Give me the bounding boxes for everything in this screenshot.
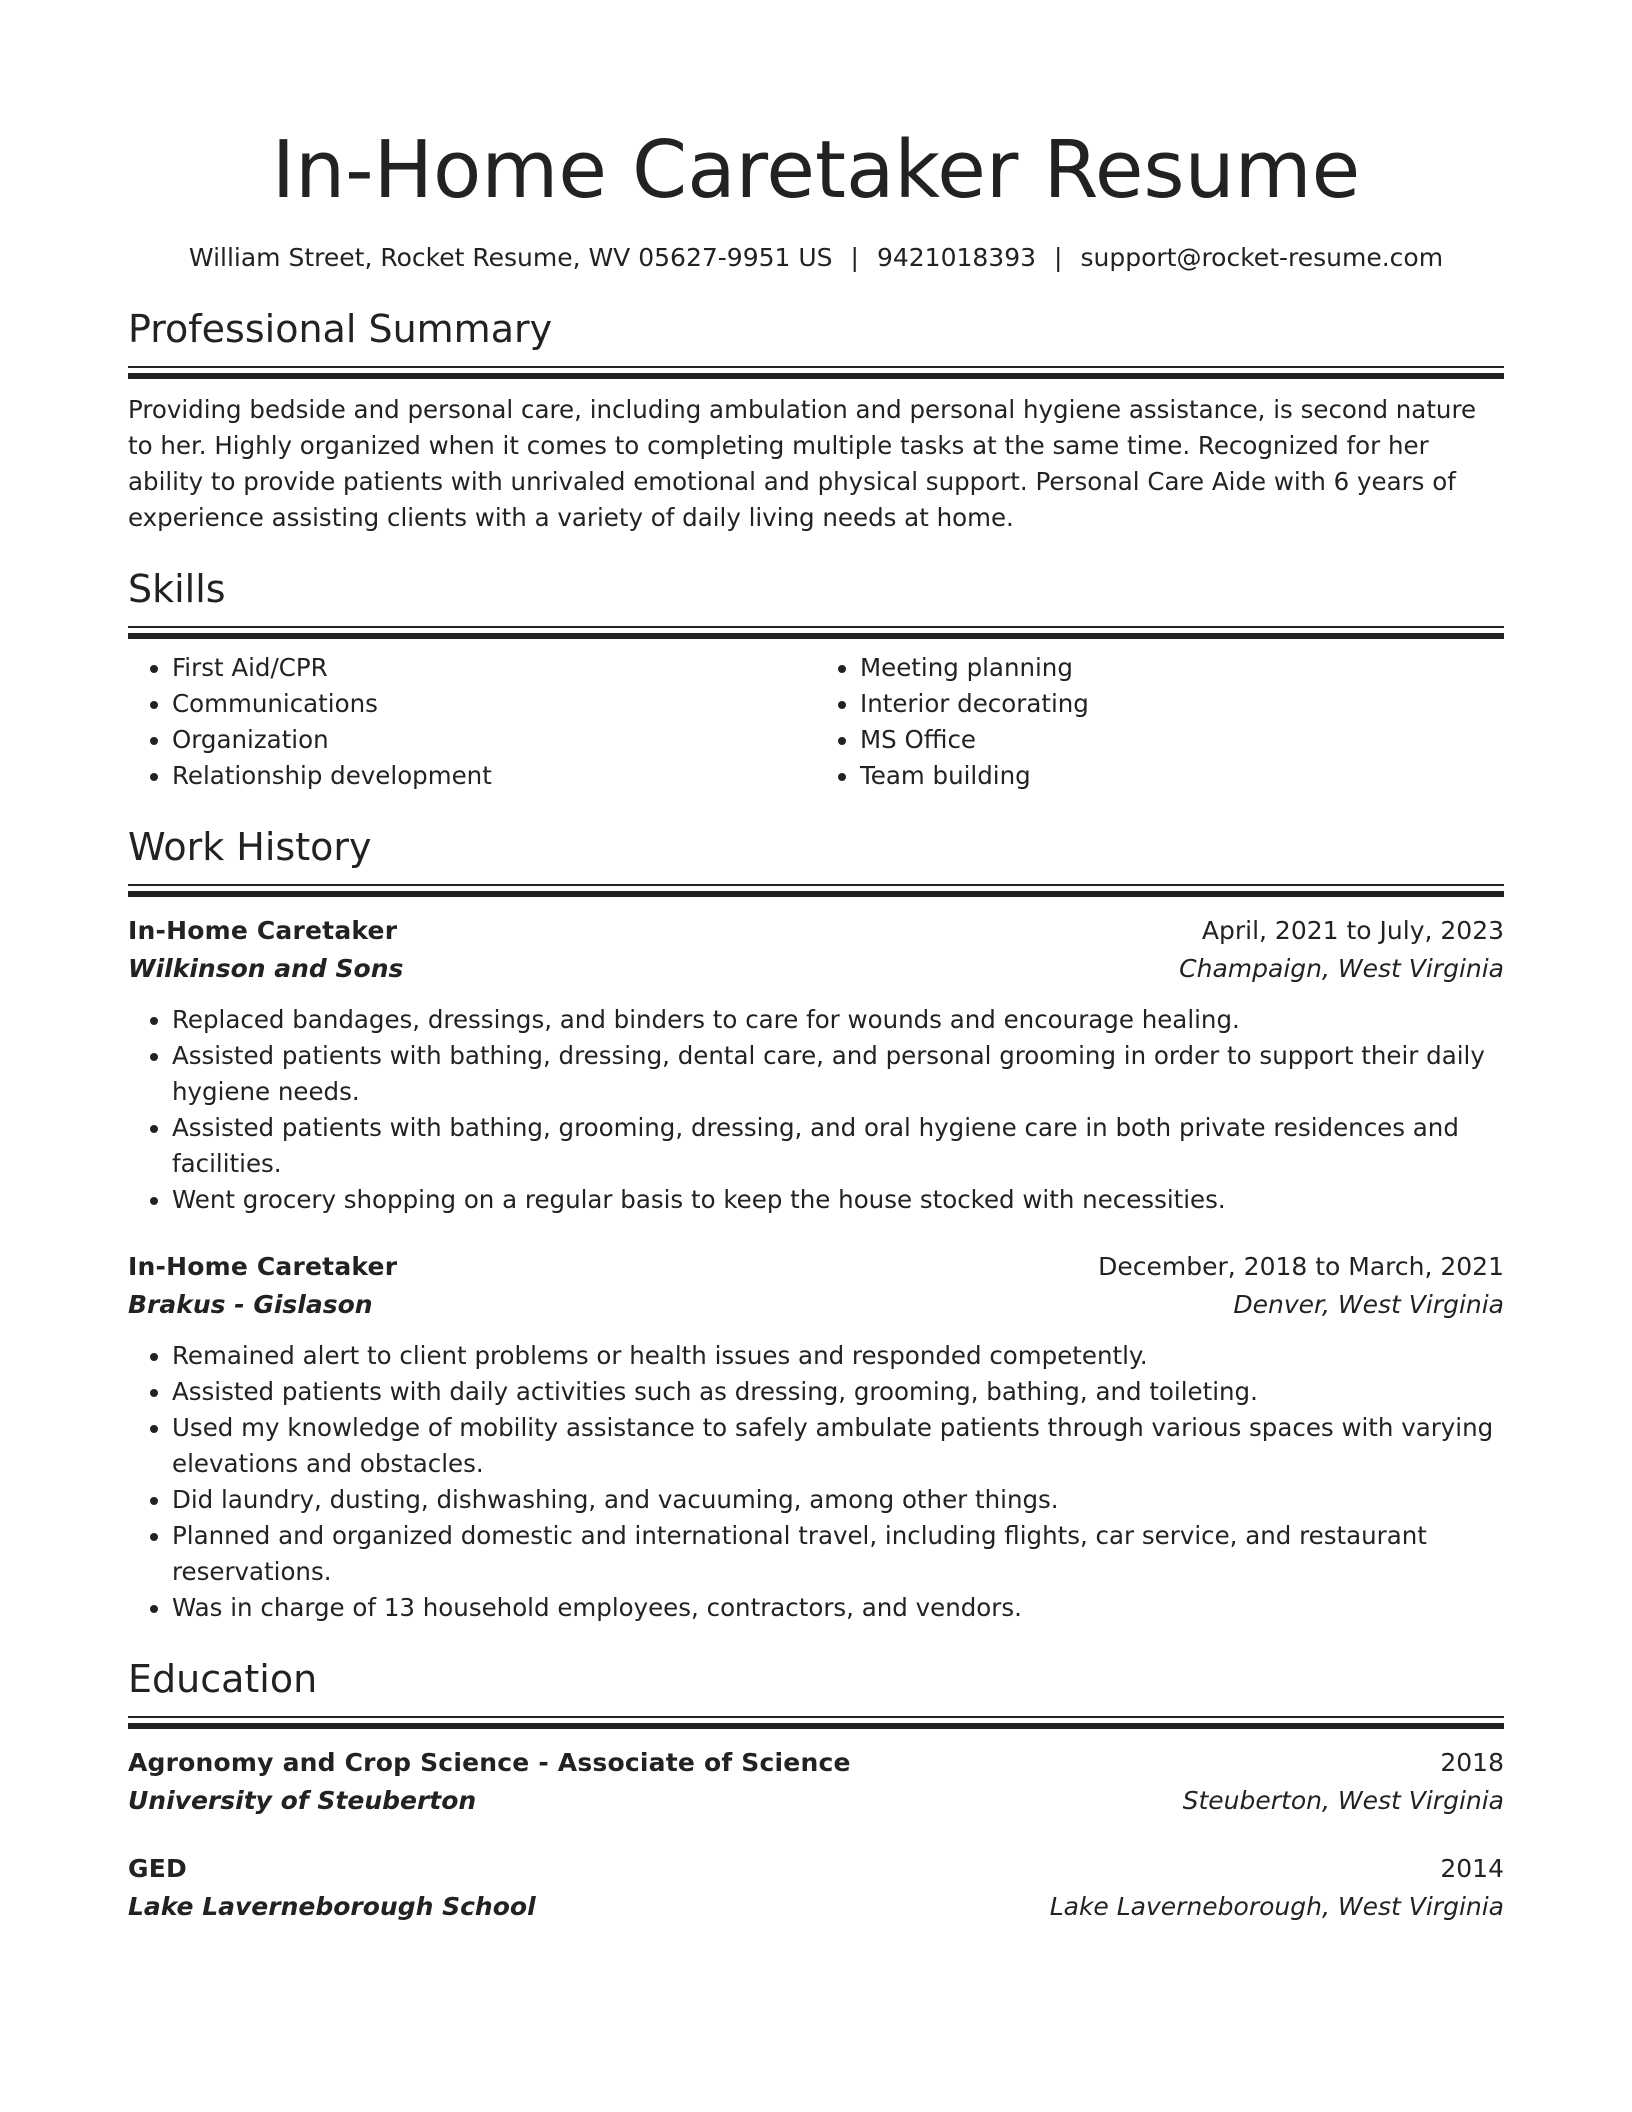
job-bullets — [128, 1002, 1504, 1218]
job-dates: April, 2021 to July, 2023 — [1201, 916, 1504, 945]
job-bullet: • Assisted patients with bathing, dressing, dental care, and personal grooming in order to support their daily hygiene needs. — [172, 1038, 1504, 1110]
section-divider — [128, 884, 1504, 896]
job-location: Champaign, West Virginia — [1179, 954, 1504, 983]
skills-list-left — [128, 650, 816, 794]
education-section — [128, 1654, 1504, 1926]
contact-line — [128, 242, 1504, 274]
education-location: Steuberton, West Virginia — [1182, 1786, 1504, 1815]
job-bullet: • Went grocery shopping on a regular basis to keep the house stocked with necessities. — [172, 1182, 1504, 1218]
section-divider — [128, 1716, 1504, 1728]
summary-text: Providing bedside and personal care, including ambulation and personal hygiene assistance, is second nature to her. Highly organized when it comes to completing multiple tasks at the same time. Recognized for her ability to provide patients with unrivaled emotional and physical support. Personal Care Aide with 6 years of experience assisting clients with a variety of daily living needs at home. — [128, 395, 1477, 532]
skill-item: • MS Office — [860, 722, 1504, 758]
job-header — [128, 1248, 1504, 1286]
job-bullet: • Planned and organized domestic and international travel, including flights, car service, and restaurant reservations. — [172, 1518, 1504, 1590]
job-header — [128, 912, 1504, 950]
job-bullet: • Did laundry, dusting, dishwashing, and vacuuming, among other things. — [172, 1482, 1504, 1518]
job-bullets — [128, 1338, 1504, 1626]
education-year: 2018 — [1440, 1748, 1504, 1777]
contact-phone: 9421018393 — [876, 243, 1037, 272]
job-title: In-Home Caretaker — [128, 916, 398, 945]
job-bullet: • Was in charge of 13 household employees, contractors, and vendors. — [172, 1590, 1504, 1626]
job-bullet: • Replaced bandages, dressings, and binders to care for wounds and encourage healing. — [172, 1002, 1504, 1038]
summary-heading: Professional Summary — [128, 307, 553, 351]
job-bullet: • Used my knowledge of mobility assistance to safely ambulate patients through various spaces with varying elevations and obstacles. — [172, 1410, 1504, 1482]
job-subheader — [128, 950, 1504, 988]
job-location: Denver, West Virginia — [1233, 1290, 1504, 1319]
summary-section — [128, 304, 1504, 536]
education-school: Lake Laverneborough School — [128, 1892, 536, 1921]
education-header — [128, 1850, 1504, 1888]
education-degree: GED — [128, 1854, 187, 1883]
contact-address: William Street, Rocket Resume, WV 05627-9951 US — [188, 243, 833, 272]
skill-item: • Meeting planning — [860, 650, 1504, 686]
skills-list-right — [816, 650, 1504, 794]
job-bullet: • Assisted patients with daily activities such as dressing, grooming, bathing, and toileting. — [172, 1374, 1504, 1410]
job-dates: December, 2018 to March, 2021 — [1098, 1252, 1504, 1281]
education-entry — [128, 1850, 1504, 1926]
job-bullet: • Assisted patients with bathing, grooming, dressing, and oral hygiene care in both private residences and facilities. — [172, 1110, 1504, 1182]
resume-page — [128, 0, 1504, 1926]
skill-item: • First Aid/CPR — [172, 650, 816, 686]
education-header — [128, 1744, 1504, 1782]
skill-item: • Communications — [172, 686, 816, 722]
education-entry — [128, 1744, 1504, 1820]
skills-section — [128, 564, 1504, 794]
contact-email: support@rocket-resume.com — [1080, 243, 1444, 272]
job-entry — [128, 1248, 1504, 1626]
contact-separator: | — [850, 243, 859, 272]
job-subheader — [128, 1286, 1504, 1324]
education-year: 2014 — [1440, 1854, 1504, 1883]
skill-item: • Team building — [860, 758, 1504, 794]
section-divider — [128, 366, 1504, 378]
education-degree: Agronomy and Crop Science - Associate of Science — [128, 1748, 851, 1777]
job-title: In-Home Caretaker — [128, 1252, 398, 1281]
education-subheader — [128, 1782, 1504, 1820]
skills-heading: Skills — [128, 567, 226, 611]
education-school: University of Steuberton — [128, 1786, 477, 1815]
job-company: Brakus - Gislason — [128, 1290, 373, 1319]
skill-item: • Organization — [172, 722, 816, 758]
contact-separator: | — [1054, 243, 1063, 272]
skill-item: • Interior decorating — [860, 686, 1504, 722]
section-divider — [128, 626, 1504, 638]
resume-title: In-Home Caretaker Resume — [271, 124, 1361, 216]
education-location: Lake Laverneborough, West Virginia — [1049, 1892, 1504, 1921]
work-heading: Work History — [128, 825, 372, 869]
job-entry — [128, 912, 1504, 1218]
education-subheader — [128, 1888, 1504, 1926]
skill-item: • Relationship development — [172, 758, 816, 794]
education-heading: Education — [128, 1657, 318, 1701]
work-section — [128, 822, 1504, 1626]
skills-columns — [128, 650, 1504, 794]
job-bullet: • Remained alert to client problems or health issues and responded competently. — [172, 1338, 1504, 1374]
job-company: Wilkinson and Sons — [128, 954, 404, 983]
